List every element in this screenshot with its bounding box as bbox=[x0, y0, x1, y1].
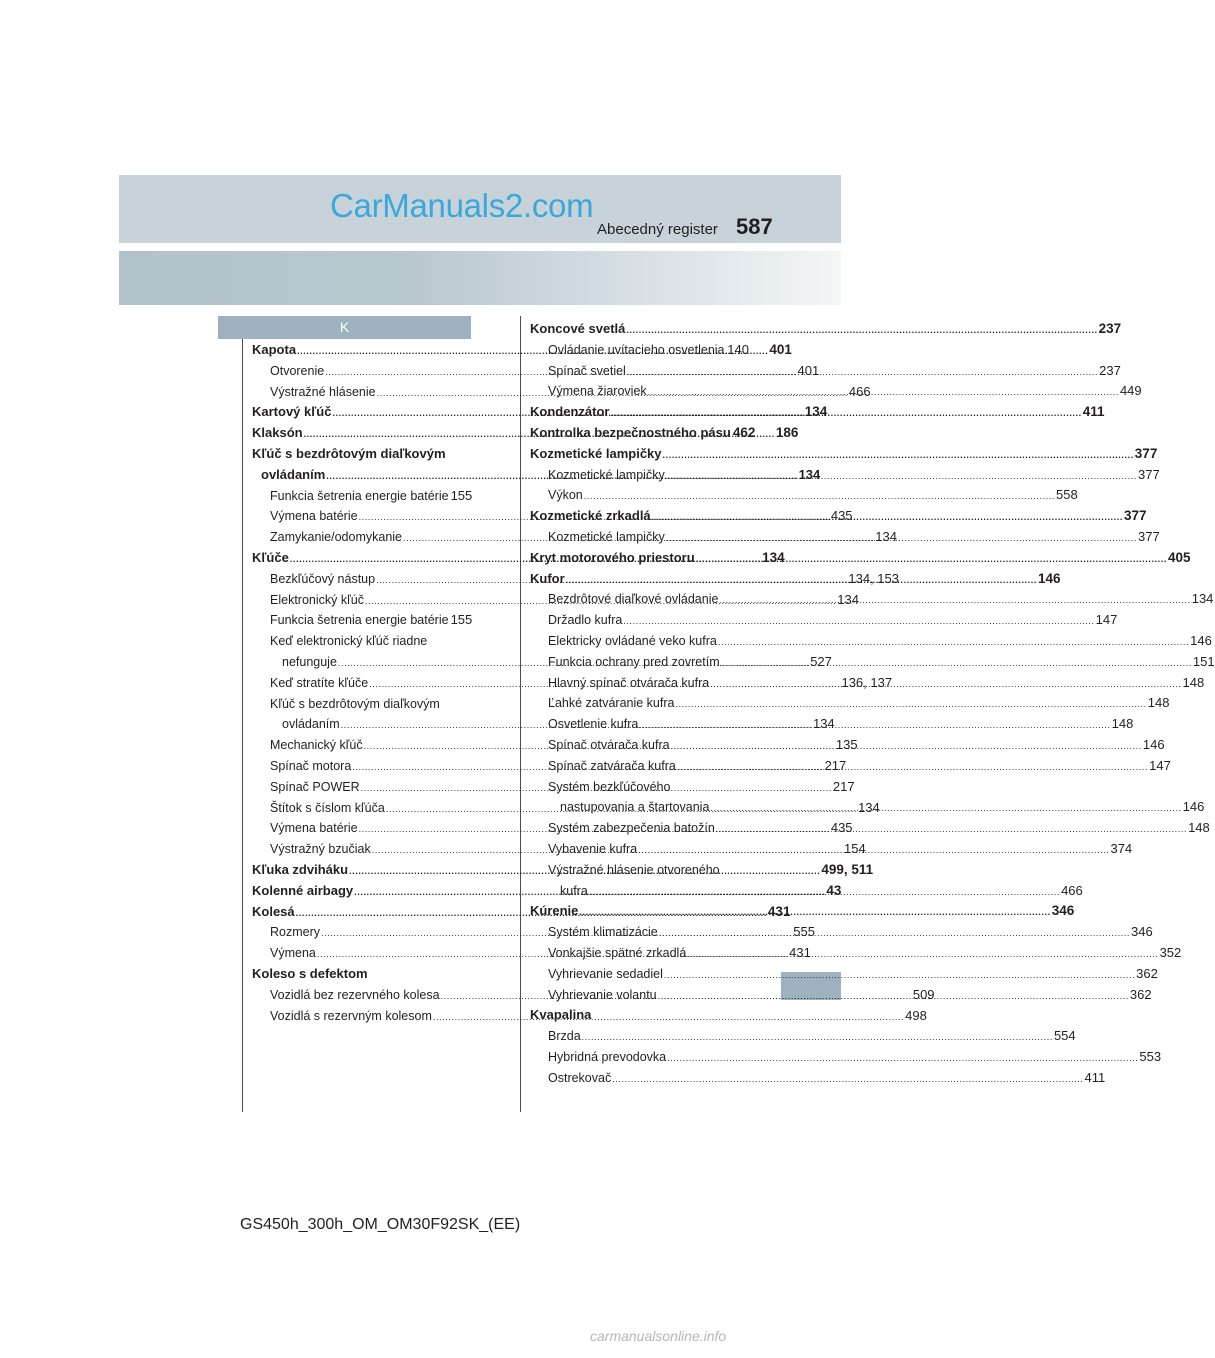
index-entry-page: 558 bbox=[1056, 487, 1078, 503]
index-entry-page: 148 bbox=[1111, 716, 1134, 732]
index-entry-page: 466 bbox=[1061, 882, 1083, 898]
index-entry-page: 186 bbox=[775, 425, 799, 441]
index-entry-label: Kryt motorového priestoru bbox=[530, 549, 695, 565]
index-entry-label: Kondenzátor bbox=[530, 404, 610, 420]
index-entry-page: 134 bbox=[804, 404, 828, 420]
index-entry-label: Kľúč s bezdrôtovým diaľkovým bbox=[252, 445, 446, 461]
index-entry-page: 148 bbox=[1147, 695, 1170, 711]
index-entry-label: Výmena bbox=[270, 946, 316, 961]
dot-leader bbox=[589, 882, 1060, 903]
dot-leader bbox=[675, 694, 1146, 715]
index-entry-page: 134, 153 bbox=[848, 570, 899, 586]
index-entry-label: Kozmetické lampičky bbox=[548, 467, 665, 482]
index-entry-label: Systém zabezpečenia batožín bbox=[548, 821, 715, 836]
dot-leader bbox=[666, 528, 1137, 549]
index-entry-label: Systém klimatizácie bbox=[548, 925, 658, 940]
index-entry-page: 147 bbox=[1149, 757, 1171, 773]
index-entry-label: Kľúč s bezdrôtovým diaľkovým bbox=[270, 696, 440, 711]
dot-leader bbox=[582, 1027, 1053, 1048]
index-entry-label: Spínač motora bbox=[270, 758, 352, 773]
dot-leader bbox=[696, 549, 1167, 570]
index-entry-label: Spínač svetiel bbox=[548, 363, 626, 378]
index-entry-page: 509 bbox=[912, 986, 935, 1002]
index-entry-label: Funkcia šetrenia energie batérie bbox=[270, 613, 449, 628]
index-entry-label: Vybavenie kufra bbox=[548, 841, 638, 856]
index-entry-page: 449 bbox=[1119, 383, 1142, 399]
dot-leader bbox=[579, 902, 1050, 923]
index-entry-label: Elektricky ovládané veko kufra bbox=[548, 633, 717, 648]
index-entry-page: 237 bbox=[1098, 321, 1122, 336]
dot-leader bbox=[648, 382, 1119, 403]
dot-leader bbox=[610, 403, 1081, 424]
index-entry bbox=[530, 444, 1158, 465]
watermark-logo[interactable]: CarManuals2.com bbox=[330, 187, 594, 224]
index-entry-label: Ostrekovač bbox=[548, 1070, 612, 1085]
index-entry-page: 151 bbox=[1192, 653, 1215, 669]
index-entry-label: Kúrenie bbox=[530, 903, 579, 919]
dot-leader bbox=[666, 466, 1137, 487]
index-entry-page: 377 bbox=[1137, 528, 1160, 544]
index-entry-page: 401 bbox=[769, 342, 792, 357]
index-entry-label: Vozidlá s rezervným kolesom bbox=[270, 1008, 432, 1023]
index-entry-label: Výmena žiaroviek bbox=[548, 384, 647, 399]
index-entry-page: 435 bbox=[830, 508, 853, 524]
index-entry-label: Kozmetické zrkadlá bbox=[530, 508, 651, 524]
index-entry-page: 374 bbox=[1110, 840, 1133, 856]
index-entry-label: Výstražné hlásenie bbox=[270, 384, 376, 399]
index-entry-page: 136, 137 bbox=[841, 674, 893, 690]
index-entry-label: Brzda bbox=[548, 1029, 581, 1044]
index-entry bbox=[530, 1005, 749, 1026]
dot-leader bbox=[658, 986, 1129, 1007]
index-entry-label: Spínač POWER bbox=[270, 779, 360, 794]
index-entry-label: Kozmetické lampičky bbox=[548, 529, 665, 544]
index-entry-page: 134 bbox=[812, 716, 835, 732]
index-entry-page: 553 bbox=[1139, 1048, 1162, 1064]
index-entry-page: 134 bbox=[1191, 591, 1214, 607]
dot-leader bbox=[726, 341, 727, 362]
dot-leader bbox=[664, 965, 1135, 986]
index-entry-label: kufra bbox=[560, 883, 588, 898]
index-entry bbox=[530, 860, 749, 881]
index-entry-label: Elektronický kľúč bbox=[270, 592, 364, 607]
index-entry-page: 134 bbox=[762, 549, 785, 565]
index-entry-page: 155 bbox=[450, 612, 473, 628]
dot-leader bbox=[659, 923, 1130, 944]
index-entry-page: 401 bbox=[797, 362, 820, 378]
index-entry-label: Keď elektronický kľúč riadne bbox=[270, 634, 428, 649]
index-entry-label: Funkcia ochrany pred zovretím bbox=[548, 654, 720, 669]
index-entry-label: Kontrolka bezpečnostného pásu bbox=[530, 424, 731, 440]
column-divider-left bbox=[242, 316, 243, 1112]
index-entry-page: 362 bbox=[1136, 965, 1158, 981]
index-entry-page: 411 bbox=[1084, 1069, 1106, 1085]
index-entry-label: Spínač zatvárača kufra bbox=[548, 758, 676, 773]
index-entry-page: 146 bbox=[1182, 799, 1205, 815]
index-entry bbox=[530, 319, 1122, 340]
index-entry-label: Vyhrievanie volantu bbox=[548, 987, 657, 1002]
index-entry-page: 146 bbox=[1190, 632, 1212, 648]
dot-leader bbox=[623, 611, 1094, 632]
index-entry bbox=[252, 444, 471, 465]
index-entry bbox=[530, 777, 749, 798]
index-entry-page: 431 bbox=[789, 945, 811, 961]
index-letter-banner: K bbox=[218, 316, 471, 339]
index-entry-label: Výstražný bzučiak bbox=[270, 842, 371, 857]
document-code: GS450h_300h_OM_OM30F92SK_(EE) bbox=[240, 1216, 521, 1233]
index-entry-page: 554 bbox=[1053, 1028, 1076, 1044]
index-entry-page: 352 bbox=[1159, 944, 1182, 960]
index-entry-label: Bezkľúčový nástup bbox=[270, 571, 376, 586]
dot-leader bbox=[719, 590, 1190, 611]
decorative-band bbox=[119, 251, 841, 305]
dot-leader bbox=[667, 1048, 1138, 1069]
dot-leader bbox=[652, 507, 1123, 528]
index-entry-label: Otvorenie bbox=[270, 363, 325, 378]
index-entry bbox=[530, 589, 1214, 610]
section-title: Abecedný register bbox=[597, 221, 718, 238]
index-entry-page: 134 bbox=[798, 466, 821, 482]
index-entry-label: Hybridná prevodovka bbox=[548, 1049, 667, 1064]
index-entry-label: Bezdrôtové diaľkové ovládanie bbox=[548, 592, 719, 607]
index-entry-label: Osvetlenie kufra bbox=[548, 717, 639, 732]
index-entry-page: 146 bbox=[1037, 570, 1061, 586]
index-entry-page: 405 bbox=[1167, 549, 1191, 565]
dot-leader bbox=[638, 840, 1109, 861]
index-entry-label: Hlavný spínač otvárača kufra bbox=[548, 675, 710, 690]
dot-leader bbox=[584, 486, 1055, 507]
dot-leader bbox=[710, 674, 1181, 695]
index-entry-label: Kolesá bbox=[252, 903, 295, 919]
index-entry-label: Vozidlá bez rezervného kolesa bbox=[270, 987, 440, 1002]
index-entry-page: 499, 511 bbox=[821, 861, 874, 877]
index-entry bbox=[530, 423, 756, 444]
index-entry bbox=[530, 1026, 1076, 1047]
index-entry-label: Ľahké zatváranie kufra bbox=[548, 696, 675, 711]
dot-leader bbox=[721, 653, 1192, 674]
index-entry-page: 555 bbox=[793, 924, 815, 940]
index-entry-label: Koncové svetlá bbox=[530, 321, 626, 336]
index-entry bbox=[252, 964, 471, 985]
index-entry-page: 154 bbox=[844, 841, 866, 857]
index-entry-page: 527 bbox=[810, 653, 832, 669]
index-entry-label: Kapota bbox=[252, 342, 297, 357]
index-entry-page: 411 bbox=[1082, 404, 1105, 420]
index-entry-page: 135 bbox=[835, 737, 858, 753]
index-entry-label: Klaksón bbox=[252, 425, 303, 441]
index-entry-label: nastupovania a štartovania bbox=[560, 800, 710, 815]
dot-leader bbox=[710, 798, 1181, 819]
index-entry-label: Ovládanie uvítacieho osvetlenia bbox=[548, 342, 725, 357]
dot-leader bbox=[663, 445, 1134, 466]
dot-leader bbox=[612, 1069, 1083, 1090]
index-entry-page: 147 bbox=[1095, 612, 1118, 628]
index-entry-label: ovládaním bbox=[261, 466, 326, 482]
index-entry-page: 377 bbox=[1123, 508, 1147, 524]
index-entry-label: Výkon bbox=[548, 488, 583, 503]
index-entry bbox=[530, 693, 1170, 714]
index-entry-label: Koleso s defektom bbox=[252, 965, 368, 981]
index-entry-page: 346 bbox=[1051, 903, 1075, 919]
index-entry-label: Štítok s číslom kľúča bbox=[270, 800, 385, 815]
index-entry-page: 346 bbox=[1131, 924, 1153, 940]
dot-leader bbox=[626, 320, 1097, 341]
index-entry bbox=[530, 610, 1118, 631]
index-entry-page: 134 bbox=[837, 591, 859, 607]
index-entry-label: Kľuka zdviháku bbox=[252, 861, 349, 877]
dot-leader bbox=[716, 819, 1187, 840]
index-entry-label: Vyhrievanie sedadiel bbox=[548, 966, 663, 981]
index-entry-label: Výmena batérie bbox=[270, 821, 358, 836]
index-entry-page: 237 bbox=[1099, 362, 1121, 378]
dot-leader bbox=[671, 736, 1142, 757]
index-entry bbox=[252, 694, 471, 715]
index-entry-page: 155 bbox=[450, 487, 473, 503]
index-entry-label: Výstražné hlásenie otvoreného bbox=[548, 862, 720, 877]
index-entry-page: 217 bbox=[824, 757, 847, 773]
dot-leader bbox=[677, 757, 1148, 778]
footer-watermark[interactable]: carmanualsonline.info bbox=[590, 1328, 727, 1344]
index-entry-label: Kartový kľúč bbox=[252, 404, 332, 420]
index-entry-page: 362 bbox=[1129, 986, 1152, 1002]
index-entry-label: Vonkajšie spätné zrkadlá bbox=[548, 945, 687, 960]
index-entry-label: ovládaním bbox=[282, 717, 340, 732]
index-entry bbox=[530, 1068, 1106, 1089]
index-entry-label: Kolenné airbagy bbox=[252, 882, 354, 898]
index-entry bbox=[530, 631, 1212, 652]
index-entry-page: 377 bbox=[1134, 445, 1158, 461]
index-entry-label: Kufor bbox=[530, 570, 565, 586]
dot-leader bbox=[639, 715, 1110, 736]
index-entry bbox=[530, 964, 1158, 985]
dot-leader bbox=[718, 632, 1189, 653]
index-entry-page: 134 bbox=[858, 799, 880, 815]
index-entry bbox=[530, 1047, 1162, 1068]
index-entry-label: Kľúče bbox=[252, 549, 289, 565]
dot-leader bbox=[627, 362, 1098, 383]
index-entry bbox=[530, 340, 749, 361]
index-entry-page: 498 bbox=[905, 1007, 927, 1023]
dot-leader bbox=[566, 570, 1037, 591]
index-entry-page: 148 bbox=[1182, 674, 1205, 690]
index-entry-page: 134 bbox=[875, 529, 897, 545]
index-entry-page: 146 bbox=[1142, 736, 1165, 752]
index-entry-label: Systém bezkľúčového bbox=[548, 779, 671, 794]
index-entry-page: 466 bbox=[848, 383, 871, 399]
index-entry-label: Zamykanie/odomykanie bbox=[270, 530, 403, 545]
index-entry-label: Mechanický kľúč bbox=[270, 738, 363, 753]
index-entry-page: 462 bbox=[732, 424, 756, 440]
index-entry-page: 377 bbox=[1137, 466, 1160, 482]
index-entry-page: 431 bbox=[767, 903, 791, 919]
index-entry-label: Keď stratíte kľúče bbox=[270, 675, 369, 690]
index-entry-label: Kvapalina bbox=[530, 1007, 592, 1023]
index-entry-label: Výmena batérie bbox=[270, 509, 358, 524]
index-entry bbox=[530, 485, 1078, 506]
index-entry-label: Držadlo kufra bbox=[548, 613, 623, 628]
index-entry bbox=[252, 631, 471, 652]
index-entry-label: Funkcia šetrenia energie batérie bbox=[270, 488, 449, 503]
index-entry bbox=[252, 610, 471, 631]
index-entry-label: Rozmery bbox=[270, 925, 321, 940]
index-entry-label: Kozmetické lampičky bbox=[530, 445, 662, 461]
index-entry-page: 435 bbox=[830, 820, 853, 836]
index-entry-label: Spínač otvárača kufra bbox=[548, 737, 670, 752]
index-entry-page: 43 bbox=[826, 882, 842, 898]
index-entry bbox=[252, 486, 471, 507]
index-entry-page: 140 bbox=[727, 341, 749, 357]
dot-leader bbox=[687, 944, 1158, 965]
index-entry-label: nefunguje bbox=[282, 654, 337, 669]
index-entry-page: 217 bbox=[832, 778, 855, 794]
index-entry-page: 148 bbox=[1188, 820, 1210, 836]
page-number: 587 bbox=[736, 214, 773, 239]
